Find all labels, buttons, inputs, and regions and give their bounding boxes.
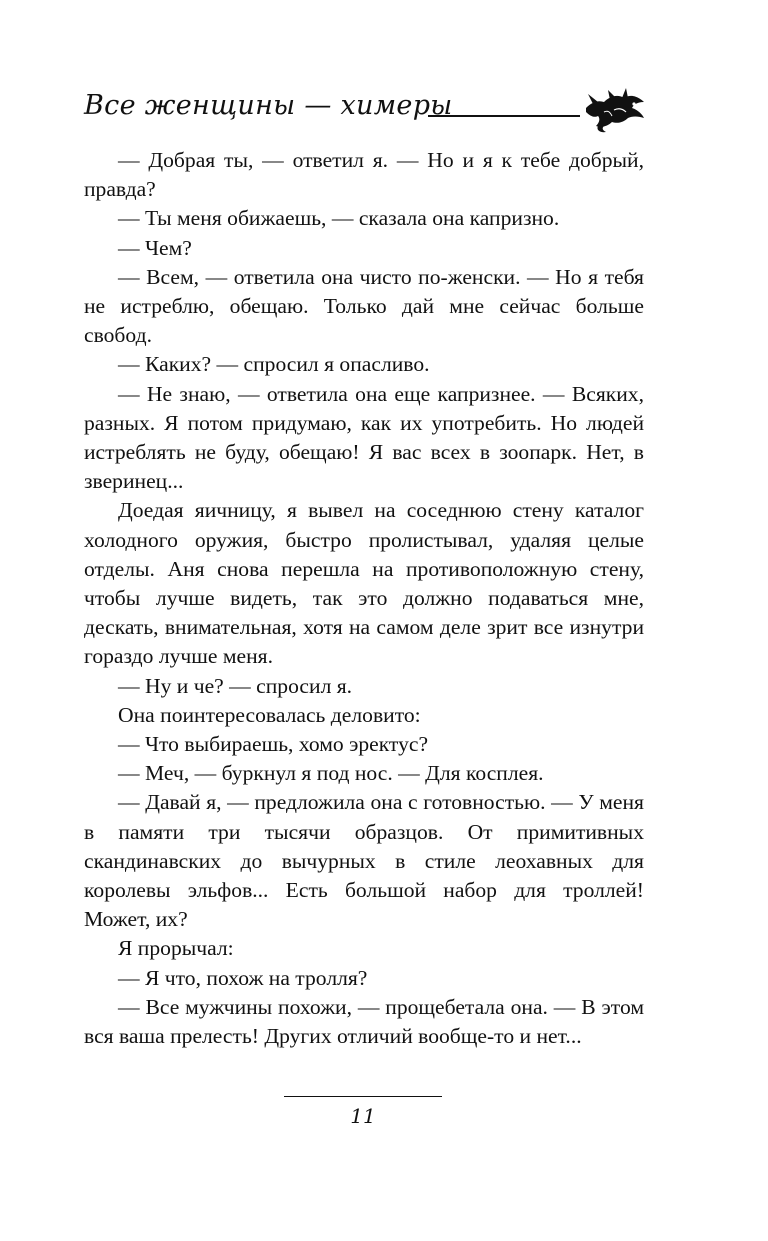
paragraph: — Давай я, — предложила она с готовностью. — У меня в памяти три тысячи образцов. От примитивных скандинавских до вычурных в стиле леохавных для королевы эльфов... Есть большой набор для троллей! Может, их? (84, 790, 644, 932)
body-text (84, 146, 644, 1051)
paragraph: — Что выбираешь, хомо эректус? (118, 732, 429, 757)
paragraph: — Не знаю, — ответила она еще капризнее. — Всяких, разных. Я потом придумаю, как их употребить. Но людей истреблять не буду, обещаю! Я вас всех в зоопарк. Нет, в зверинец... (84, 381, 644, 494)
running-title: Все женщины — химеры (84, 90, 453, 121)
paragraph: Она поинтересовалась деловито: (118, 702, 421, 727)
paragraph: — Я что, похож на тролля? (118, 965, 368, 990)
paragraph: — Меч, — буркнул я под нос. — Для косплея. (118, 761, 544, 786)
paragraph: Доедая яичницу, я вывел на соседнюю стену каталог холодного оружия, быстро пролистывал, удаляя целые отделы. Аня снова перешла на противоположную стену, чтобы лучше видеть, так это должно подаваться мне, дескать, внимательная, хотя на самом деле зрит все изнутри гораздо лучше меня. (84, 498, 644, 669)
running-header (84, 84, 664, 134)
footer-rule (284, 1096, 442, 1097)
paragraph: — Всем, — ответила она чисто по-женски. — Но я тебя не истреблю, обещаю. Только дай мне сейчас больше свобод. (84, 264, 644, 348)
header-rule (428, 115, 580, 117)
paragraph: — Ты меня обижаешь, — сказала она капризно. (118, 206, 560, 231)
paragraph: — Каких? — спросил я опасливо. (118, 352, 430, 377)
page-number: 11 (350, 1104, 376, 1128)
paragraph: — Чем? (118, 235, 192, 260)
dragon-icon (584, 88, 646, 134)
paragraph: Я прорычал: (118, 936, 234, 961)
paragraph: — Ну и че? — спросил я. (118, 673, 353, 698)
paragraph: — Добрая ты, — ответил я. — Но и я к тебе добрый, правда? (84, 148, 644, 202)
paragraph: — Все мужчины похожи, — прощебетала она. — В этом вся ваша прелесть! Других отличий вообще-то и нет... (84, 994, 644, 1049)
